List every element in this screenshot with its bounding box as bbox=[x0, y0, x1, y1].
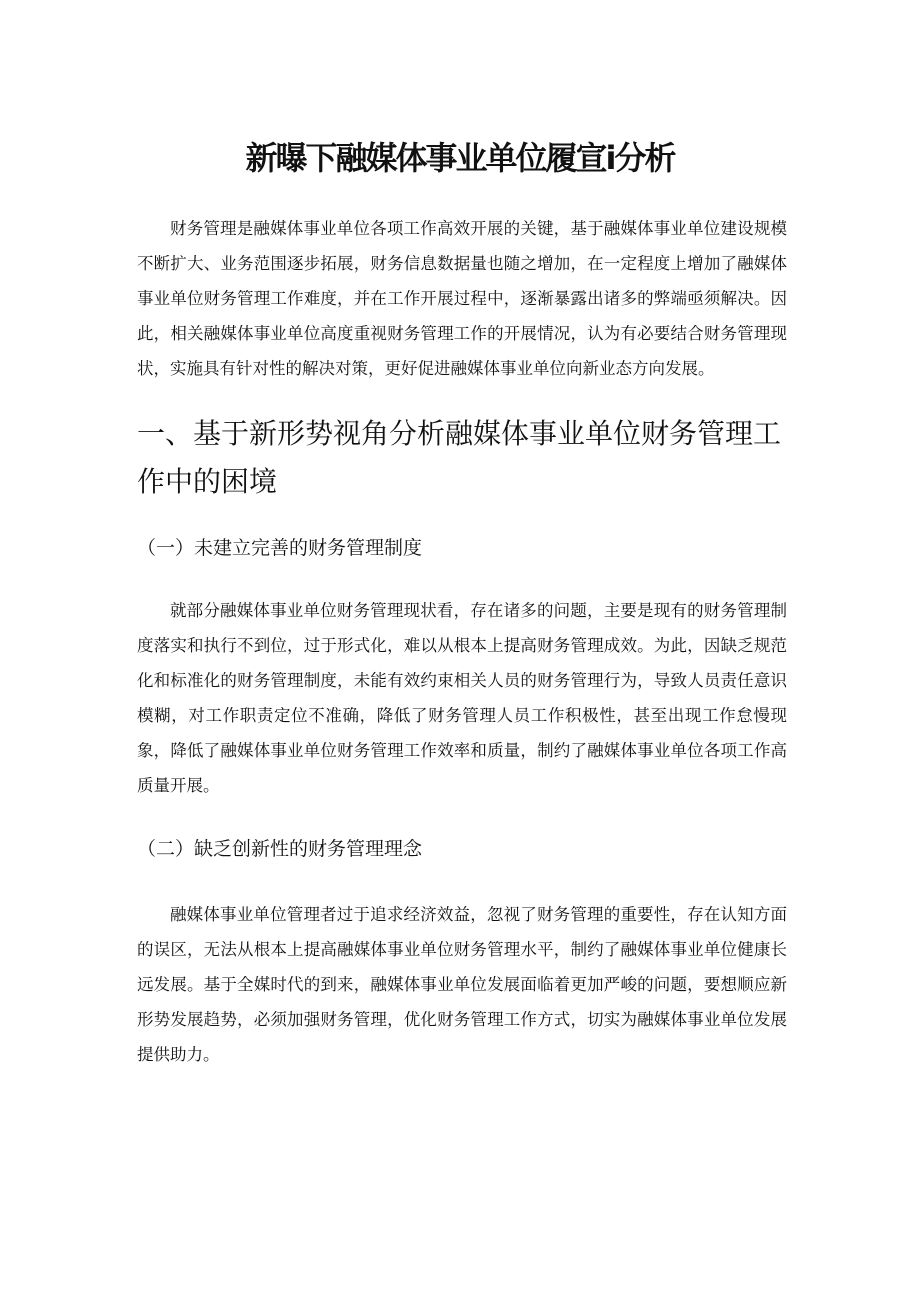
subsection-heading-2: （二）缺乏创新性的财务管理理念 bbox=[137, 838, 423, 860]
intro-paragraph: 财务管理是融媒体事业单位各项工作高效开展的关键，基于融媒体事业单位建设规模不断扩大、业务范围逐步拓展，财务信息数据量也随之增加，在一定程度上增加了融媒体事业单位财务管理工作难度，并在工作开展过程中，逐渐暴露出诸多的弊端亟须解决。因此，相关融媒体事业单位高度重视财务管理工作的开展情况，认为有必要结合财务管理现状，实施具有针对性的解决对策，更好促进融媒体事业单位向新业态方向发展。 bbox=[137, 219, 787, 378]
section-heading: 一、基于新形势视角分析融媒体事业单位财务管理工作中的困境 bbox=[137, 417, 782, 498]
subsection-1-paragraph: 就部分融媒体事业单位财务管理现状看，存在诸多的问题，主要是现有的财务管理制度落实和执行不到位，过于形式化，难以从根本上提高财务管理成效。为此，因缺乏规范化和标准化的财务管理制度，未能有效约束相关人员的财务管理行为，导致人员责任意识模糊，对工作职责定位不准确，降低了财务管理人员工作积极性，甚至出现工作怠慢现象，降低了融媒体事业单位财务管理工作效率和质量，制约了融媒体事业单位各项工作高质量开展。 bbox=[137, 601, 787, 795]
subsection-heading-1: （一）未建立完善的财务管理制度 bbox=[137, 537, 423, 559]
subsection-2-paragraph: 融媒体事业单位管理者过于追求经济效益，忽视了财务管理的重要性，存在认知方面的误区，无法从根本上提高融媒体事业单位财务管理水平，制约了融媒体事业单位健康长远发展。基于全媒时代的到来，融媒体事业单位发展面临着更加严峻的问题，要想顺应新形势发展趋势，必须加强财务管理，优化财务管理工作方式，切实为融媒体事业单位发展提供助力。 bbox=[137, 905, 787, 1064]
document-title: 新曝下融媒体事业单位履宣i分析 bbox=[245, 139, 675, 177]
